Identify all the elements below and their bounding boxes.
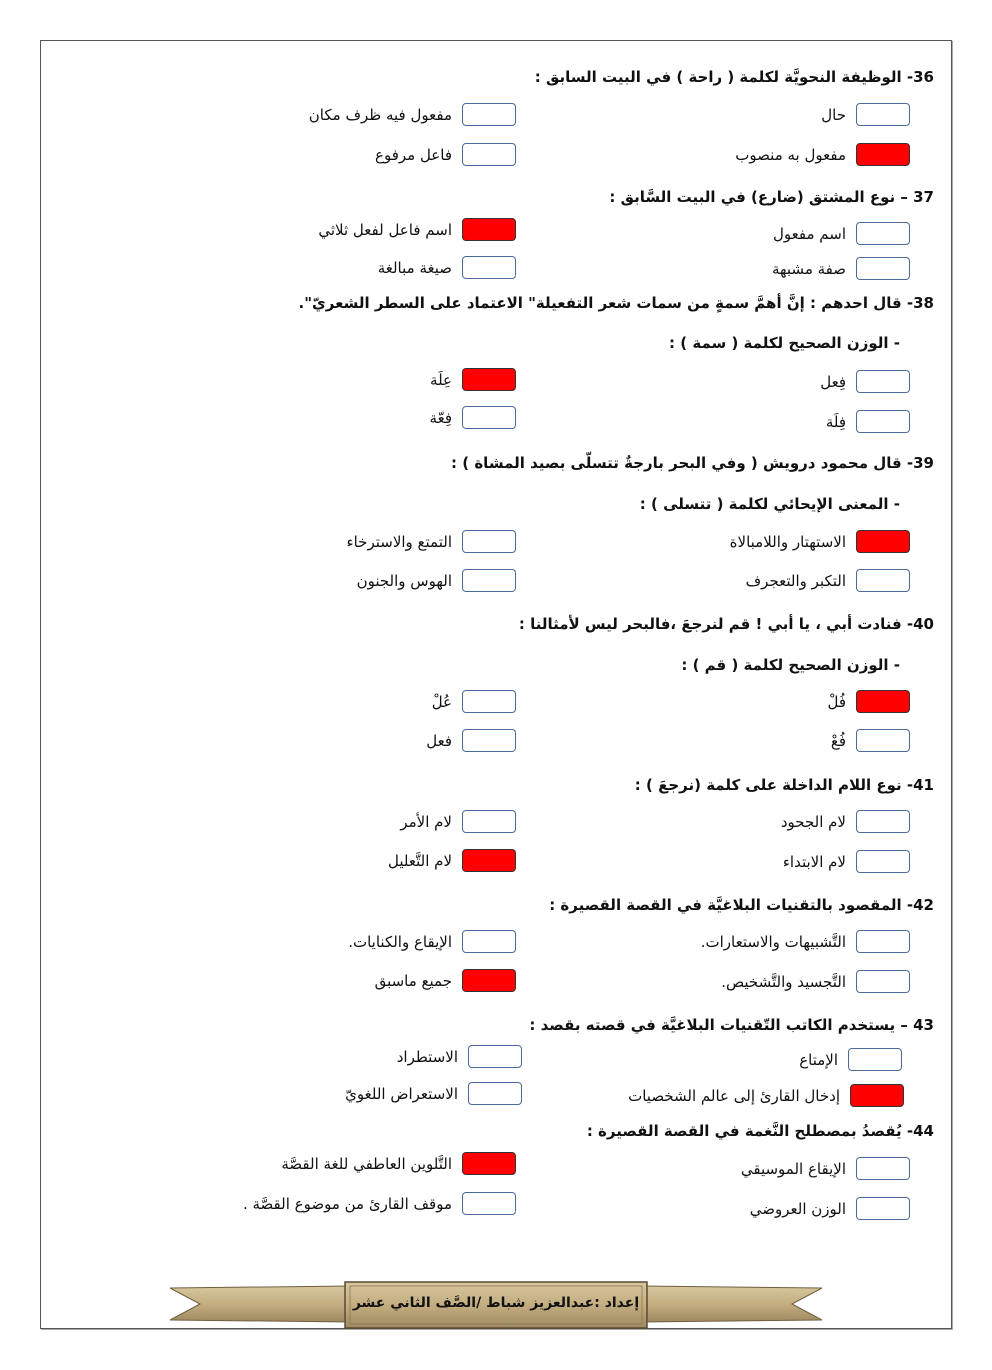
question-39-prompt: 39- قال محمود درويش ( وفي البحر بارجةٌ تتسلّى بصيد المشاة ) : (451, 454, 934, 472)
question-36-prompt: 36- الوظيفة النحويَّة لكلمة ( راحة ) في البيت السابق : (534, 68, 934, 86)
answer-box[interactable] (462, 406, 516, 429)
question-40-prompt: 40- فنادت أبي ، يا أبي ! قم لنرجعَ ،فالبحر ليس لأمثالنا : (518, 615, 934, 633)
question-39-subprompt: - المعنى الإيحائي لكلمة ( تتسلى ) : (639, 495, 900, 513)
question-43-option-3[interactable] (628, 1084, 904, 1107)
question-44-option-4[interactable] (243, 1192, 516, 1215)
option-label: التَّشبيهات والاستعارات. (700, 932, 846, 951)
question-39-option-1[interactable] (730, 530, 910, 553)
answer-box[interactable] (856, 370, 910, 393)
question-39-option-2[interactable] (347, 530, 516, 553)
question-36-option-4[interactable] (375, 143, 516, 166)
question-40-subprompt: - الوزن الصحيح لكلمة ( قم ) : (681, 656, 900, 674)
option-label: لام الجحود (780, 812, 846, 831)
answer-box[interactable] (856, 569, 910, 592)
question-37-option-1[interactable] (773, 222, 910, 245)
question-40-option-3[interactable] (831, 729, 910, 752)
question-40-option-1[interactable] (827, 690, 910, 713)
question-38-subprompt: - الوزن الصحيح لكلمة ( سمة ) : (669, 334, 900, 352)
option-label: عِلَة (430, 370, 452, 389)
answer-box[interactable] (856, 222, 910, 245)
answer-box[interactable] (850, 1084, 904, 1107)
answer-box[interactable] (856, 1197, 910, 1220)
option-label: التَّجسيد والتَّشخيص. (721, 972, 846, 991)
question-37-option-3[interactable] (772, 257, 910, 280)
option-label: الاستهتار واللامبالاة (729, 532, 846, 551)
option-label: لام الأمر (400, 812, 452, 831)
question-44-option-2[interactable] (281, 1152, 516, 1175)
question-36-option-3[interactable] (735, 143, 910, 166)
answer-box[interactable] (462, 969, 516, 992)
question-42-option-2[interactable] (348, 930, 516, 953)
question-43-option-1[interactable] (799, 1048, 902, 1071)
option-label: لام التَّعليل (388, 851, 452, 870)
question-41-prompt: 41- نوع اللام الداخلة على كلمة (نرجعَ ) : (634, 776, 934, 794)
question-38-option-2[interactable] (430, 368, 516, 391)
option-label: لام الابتداء (782, 852, 846, 871)
option-label: فاعل مرفوع (375, 145, 452, 164)
answer-box[interactable] (856, 970, 910, 993)
answer-box[interactable] (462, 810, 516, 833)
option-label: الاستطراد (396, 1047, 458, 1066)
answer-box[interactable] (462, 103, 516, 126)
option-label: إدخال القارئ إلى عالم الشخصيات (628, 1086, 840, 1105)
question-42-option-4[interactable] (375, 969, 516, 992)
question-42-option-3[interactable] (721, 970, 910, 993)
answer-box[interactable] (856, 690, 910, 713)
footer-banner (170, 1280, 822, 1330)
footer-credit: إعداد :عبدالعزيز شباط /الصَّف الثاني عشر (352, 1295, 640, 1311)
option-label: الاستعراض اللغويّ (345, 1084, 458, 1103)
answer-box[interactable] (856, 530, 910, 553)
answer-box[interactable] (462, 930, 516, 953)
option-label: صيغة مبالغة (377, 258, 452, 277)
question-44-option-1[interactable] (741, 1157, 910, 1180)
answer-box[interactable] (856, 1157, 910, 1180)
option-label: التمتع والاسترخاء (346, 532, 452, 551)
question-36-option-1[interactable] (821, 103, 910, 126)
question-41-option-2[interactable] (400, 810, 516, 833)
answer-box[interactable] (856, 103, 910, 126)
question-44-prompt: 44- يُقصدُ بمصطلح النَّغمة في القصة القصيرة : (586, 1122, 934, 1140)
option-label: فعل (426, 731, 452, 750)
option-label: اسم فاعل لفعل ثلاثي (318, 220, 452, 239)
option-label: عُلْ (431, 692, 452, 711)
question-40-option-4[interactable] (426, 729, 516, 752)
answer-box[interactable] (462, 530, 516, 553)
option-label: حال (821, 105, 846, 124)
question-41-option-3[interactable] (783, 850, 910, 873)
question-37-prompt: 37 – نوع المشتق (ضارع) في البيت السَّابق : (609, 188, 934, 206)
option-label: اسم مفعول (773, 224, 846, 243)
option-label: فِعّة (429, 408, 452, 427)
option-label: مفعول فيه ظرف مكان (308, 105, 452, 124)
question-39-option-3[interactable] (746, 569, 910, 592)
answer-box[interactable] (462, 143, 516, 166)
option-label: فُعْ (830, 731, 846, 750)
question-39-option-4[interactable] (357, 569, 516, 592)
question-37-option-4[interactable] (378, 256, 516, 279)
option-label: الإيقاع الموسيقي (740, 1159, 846, 1178)
option-label: الهوس والجنون (356, 571, 452, 590)
answer-box[interactable] (856, 810, 910, 833)
question-38-option-4[interactable] (430, 406, 516, 429)
option-label: فِلَة (825, 412, 846, 431)
question-38-prompt: 38- قال احدهم : إنَّ أهمَّ سمةٍ من سمات شعر التفعيلة" الاعتماد على السطر الشعريّ". (298, 294, 934, 312)
answer-box[interactable] (462, 1192, 516, 1215)
option-label: جميع ماسبق (374, 971, 452, 990)
option-label: الإيقاع والكنايات. (348, 932, 452, 951)
answer-box[interactable] (856, 410, 910, 433)
option-label: صفة مشبهة (771, 259, 846, 278)
question-38-option-3[interactable] (826, 410, 910, 433)
answer-box[interactable] (462, 218, 516, 241)
question-38-option-1[interactable] (820, 370, 910, 393)
question-37-option-2[interactable] (318, 218, 516, 241)
answer-box[interactable] (468, 1045, 522, 1068)
question-42-option-1[interactable] (701, 930, 910, 953)
answer-box[interactable] (856, 930, 910, 953)
answer-box[interactable] (462, 256, 516, 279)
answer-box[interactable] (462, 729, 516, 752)
option-label: فِعل (820, 372, 846, 391)
answer-box[interactable] (462, 368, 516, 391)
question-44-option-3[interactable] (750, 1197, 910, 1220)
answer-box[interactable] (856, 729, 910, 752)
option-label: فُلْ (827, 692, 846, 711)
option-label: موقف القارئ من موضوع القصَّة . (242, 1194, 452, 1213)
answer-box[interactable] (462, 569, 516, 592)
option-label: مفعول به منصوب (735, 145, 846, 164)
question-42-prompt: 42- المقصود بالتقنيات البلاغيَّة في القصة القصيرة : (549, 896, 934, 914)
question-36-option-2[interactable] (309, 103, 516, 126)
option-label: التَّلوين العاطفي للغة القصَّة (281, 1154, 452, 1173)
answer-box[interactable] (468, 1082, 522, 1105)
answer-box[interactable] (462, 849, 516, 872)
answer-box[interactable] (462, 1152, 516, 1175)
question-41-option-4[interactable] (388, 849, 516, 872)
question-41-option-1[interactable] (781, 810, 910, 833)
answer-box[interactable] (856, 850, 910, 873)
option-label: الإمتاع (799, 1050, 838, 1069)
answer-box[interactable] (856, 257, 910, 280)
question-43-option-4[interactable] (345, 1082, 522, 1105)
answer-box[interactable] (856, 143, 910, 166)
answer-box[interactable] (462, 690, 516, 713)
option-label: الوزن العروضي (749, 1199, 846, 1218)
answer-box[interactable] (848, 1048, 902, 1071)
question-43-option-2[interactable] (397, 1045, 522, 1068)
option-label: التكبر والتعجرف (745, 571, 846, 590)
question-43-prompt: 43 – يستخدم الكاتب التّقنيات البلاغيَّة في قصته بقصد : (529, 1016, 934, 1034)
question-40-option-2[interactable] (432, 690, 516, 713)
